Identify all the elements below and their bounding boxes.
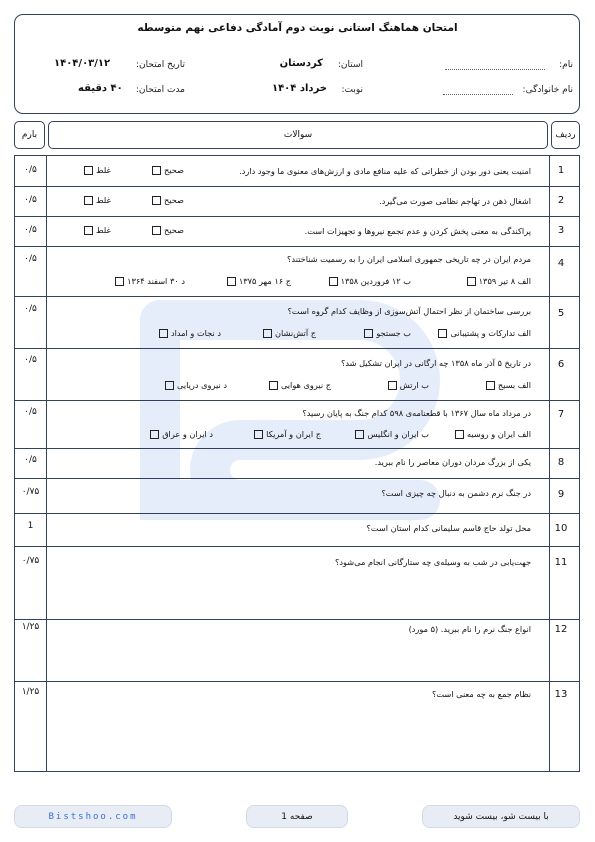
- checkbox[interactable]: [159, 329, 168, 338]
- province-value: کردستان: [279, 58, 323, 69]
- checkbox[interactable]: [152, 226, 161, 235]
- name-blank: [445, 68, 545, 70]
- question-score: ۰/۵: [24, 407, 37, 417]
- false-option[interactable]: غلط: [81, 195, 111, 205]
- question-score: ۰/۷۵: [21, 487, 40, 497]
- option-c[interactable]: ج ایران و آمریکا: [251, 429, 321, 439]
- checkbox[interactable]: [364, 329, 373, 338]
- questions-column-header: سوالات: [48, 121, 548, 149]
- question-number: 6: [557, 359, 565, 370]
- family-label: نام خانوادگی:: [522, 85, 573, 95]
- question-text: یکی از بزرگ مردان دوران معاصر را نام ببرید.: [374, 457, 531, 467]
- question-text: انواع جنگ نرم را نام ببرید. (۵ مورد): [408, 624, 531, 634]
- true-option[interactable]: صحیح: [149, 225, 184, 235]
- question-score: ۰/۵: [24, 455, 37, 465]
- checkbox[interactable]: [269, 381, 278, 390]
- question-text: محل تولد حاج قاسم سلیمانی کدام استان است؟: [366, 523, 531, 533]
- page-number: صفحه 1: [246, 805, 348, 828]
- question-text: بررسی ساختمان از نظر احتمال آتش‌سوزی از وظایف کدام گروه است؟: [287, 306, 531, 316]
- term-label: نوبت:: [341, 85, 363, 95]
- true-option[interactable]: صحیح: [149, 165, 184, 175]
- question-score: ۰/۵: [24, 304, 37, 314]
- term-value: خرداد ۱۴۰۴: [271, 83, 327, 94]
- checkbox[interactable]: [165, 381, 174, 390]
- checkbox[interactable]: [467, 277, 476, 286]
- date-label: تاریخ امتحان:: [136, 60, 185, 70]
- questions-table: [14, 155, 580, 772]
- footer-slogan: با بیست شو، بیست شوید: [422, 805, 580, 828]
- option-a[interactable]: الف تدارکات و پشتیبانی: [435, 328, 531, 338]
- question-number: 1: [557, 165, 565, 176]
- true-option[interactable]: صحیح: [149, 195, 184, 205]
- question-number: 11: [554, 557, 568, 568]
- question-score: ۰/۷۵: [21, 556, 40, 566]
- question-score: ۰/۵: [24, 165, 37, 175]
- question-score: ۰/۵: [24, 254, 37, 264]
- question-text: در مرداد ماه سال ۱۳۶۷ با قطعنامه‌ی ۵۹۸ کدام جنگ به پایان رسید؟: [302, 408, 531, 418]
- score-column-header: بارم: [14, 121, 45, 149]
- option-b[interactable]: ب ارتش: [385, 380, 429, 390]
- row-column-header: ردیف: [551, 121, 580, 149]
- province-label: استان:: [337, 60, 363, 70]
- checkbox[interactable]: [152, 166, 161, 175]
- option-a[interactable]: الف ۸ تیر ۱۳۵۹: [464, 276, 531, 286]
- exam-title: امتحان هماهنگ استانی نوبت دوم آمادگی دفاعی نهم متوسطه: [137, 22, 458, 34]
- question-number: 7: [557, 409, 565, 420]
- option-c[interactable]: ج ۱۶ مهر ۱۳۷۵: [224, 276, 291, 286]
- question-score: ۱/۲۵: [21, 622, 40, 632]
- checkbox[interactable]: [84, 166, 93, 175]
- option-b[interactable]: ب ۱۲ فروردین ۱۳۵۸: [326, 276, 411, 286]
- checkbox[interactable]: [115, 277, 124, 286]
- duration-value: ۴۰ دقیقه: [78, 83, 123, 94]
- question-number: 13: [554, 689, 568, 700]
- question-text: در تاریخ ۵ آذر ماه ۱۳۵۸ چه ارگانی در ایران تشکیل شد؟: [341, 358, 531, 368]
- checkbox[interactable]: [152, 196, 161, 205]
- option-d[interactable]: د ۳۰ اسفند ۱۳۶۴: [112, 276, 185, 286]
- option-a[interactable]: الف بسیج: [483, 380, 531, 390]
- question-score: 1: [27, 521, 34, 531]
- question-text: جهت‌یابی در شب به وسیله‌ی چه ستارگانی انجام می‌شود؟: [335, 557, 531, 567]
- family-blank: [443, 93, 513, 95]
- option-b[interactable]: ب جستجو: [361, 328, 411, 338]
- option-c[interactable]: ج نیروی هوایی: [266, 380, 331, 390]
- checkbox[interactable]: [486, 381, 495, 390]
- option-d[interactable]: د نیروی دریایی: [162, 380, 227, 390]
- checkbox[interactable]: [84, 226, 93, 235]
- question-score: ۰/۵: [24, 195, 37, 205]
- question-text: مردم ایران در چه تاریخی جمهوری اسلامی ایران را به رسمیت شناختند؟: [287, 254, 531, 264]
- question-number: 9: [557, 489, 565, 500]
- question-text: نظام جمع به چه معنی است؟: [432, 689, 531, 699]
- checkbox[interactable]: [263, 329, 272, 338]
- question-number: 2: [557, 195, 565, 206]
- question-text: امنیت یعنی دور بودن از خطراتی که علیه منافع مادی و ارزش‌های معنوی ما وجود دارد.: [239, 166, 531, 176]
- option-a[interactable]: الف ایران و روسیه: [452, 429, 531, 439]
- false-option[interactable]: غلط: [81, 165, 111, 175]
- question-score: ۰/۵: [24, 225, 37, 235]
- checkbox[interactable]: [355, 430, 364, 439]
- checkbox[interactable]: [254, 430, 263, 439]
- question-number: 12: [554, 624, 568, 635]
- checkbox[interactable]: [329, 277, 338, 286]
- checkbox[interactable]: [455, 430, 464, 439]
- question-number: 10: [554, 523, 568, 534]
- option-c[interactable]: ج آتش‌نشان: [260, 328, 316, 338]
- question-score: ۰/۵: [24, 355, 37, 365]
- option-b[interactable]: ب ایران و انگلیس: [352, 429, 429, 439]
- question-score: ۱/۲۵: [21, 687, 40, 697]
- checkbox[interactable]: [438, 329, 447, 338]
- checkbox[interactable]: [388, 381, 397, 390]
- name-label: نام:: [559, 60, 573, 70]
- question-number: 8: [557, 457, 565, 468]
- checkbox[interactable]: [150, 430, 159, 439]
- question-text: پراکندگی به معنی پخش کردن و عدم تجمع نیروها و تجهیزات است.: [304, 226, 531, 236]
- checkbox[interactable]: [227, 277, 236, 286]
- option-d[interactable]: د نجات و امداد: [156, 328, 221, 338]
- question-text: در جنگ نرم دشمن به دنبال چه چیزی است؟: [381, 488, 531, 498]
- question-number: 4: [557, 258, 565, 269]
- option-d[interactable]: د ایران و عراق: [147, 429, 213, 439]
- checkbox[interactable]: [84, 196, 93, 205]
- footer-site[interactable]: Bistshoo.com: [14, 805, 172, 828]
- question-text: اشغال ذهن در تهاجم نظامی صورت می‌گیرد.: [379, 196, 531, 206]
- duration-label: مدت امتحان:: [135, 85, 185, 95]
- question-number: 5: [557, 308, 565, 319]
- question-number: 3: [557, 225, 565, 236]
- date-value: ۱۴۰۴/۰۳/۱۲: [54, 58, 111, 69]
- false-option[interactable]: غلط: [81, 225, 111, 235]
